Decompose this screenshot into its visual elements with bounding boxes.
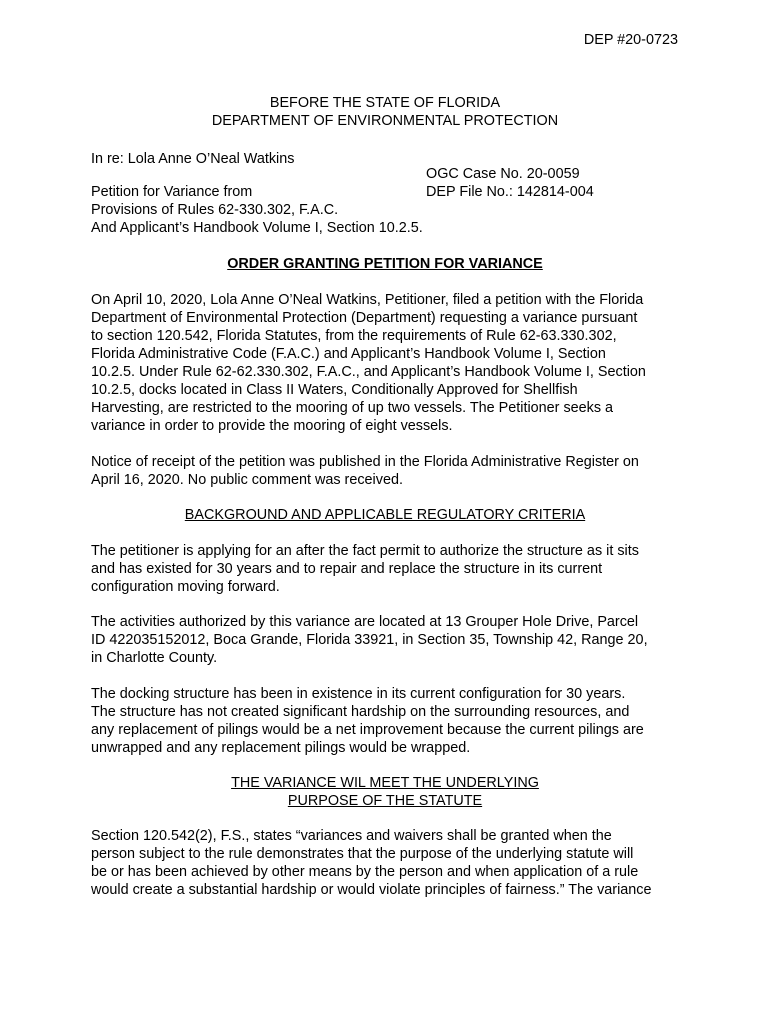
paragraph-1-line: Florida Administrative Code (F.A.C.) and Applicant’s Handbook Volume I, Section bbox=[91, 346, 606, 362]
paragraph-2-line: Notice of receipt of the petition was published in the Florida Administrative Register on bbox=[91, 454, 639, 470]
caption-petition-line-3: And Applicant’s Handbook Volume I, Section 10.2.5. bbox=[91, 220, 423, 236]
paragraph-6-line: be or has been achieved by other means by the person and when application of a rule bbox=[91, 864, 639, 880]
paragraph-5-line: The structure has not created significant hardship on the surrounding resources, and bbox=[91, 704, 630, 720]
paragraph-5-line: unwrapped and any replacement pilings would be wrapped. bbox=[91, 740, 471, 756]
paragraph-5-line: any replacement of pilings would be a net improvement because the current pilings are bbox=[91, 722, 644, 738]
court-line-2: DEPARTMENT OF ENVIRONMENTAL PROTECTION bbox=[211, 113, 559, 129]
paragraph-3-line: configuration moving forward. bbox=[91, 579, 280, 595]
paragraph-6-line: person subject to the rule demonstrates that the purpose of the underlying statute will bbox=[91, 846, 634, 862]
document-number: DEP #20-0723 bbox=[583, 32, 678, 48]
paragraph-6-line: would create a substantial hardship or would violate principles of fairness.” The variance bbox=[91, 882, 652, 898]
paragraph-4-line: ID 422035152012, Boca Grande, Florida 33921, in Section 35, Township 42, Range 20, bbox=[91, 632, 648, 648]
paragraph-1-line: 10.2.5. Under Rule 62-62.330.302, F.A.C., and Applicant’s Handbook Volume I, Section bbox=[91, 364, 646, 380]
order-title: ORDER GRANTING PETITION FOR VARIANCE bbox=[227, 256, 543, 272]
paragraph-1-line: to section 120.542, Florida Statutes, from the requirements of Rule 62-63.330.302, bbox=[91, 328, 617, 344]
section-heading-background: BACKGROUND AND APPLICABLE REGULATORY CRITERIA bbox=[184, 507, 586, 523]
paragraph-6-line: Section 120.542(2), F.S., states “variances and waivers shall be granted when the bbox=[91, 828, 612, 844]
paragraph-1-line: 10.2.5, docks located in Class II Waters, Conditionally Approved for Shellfish bbox=[91, 382, 578, 398]
paragraph-1-line: Department of Environmental Protection (Department) requesting a variance pursuant bbox=[91, 310, 638, 326]
dep-file-number: DEP File No.: 142814-004 bbox=[426, 184, 594, 200]
paragraph-3-line: and has existed for 30 years and to repair and replace the structure in its current bbox=[91, 561, 603, 577]
paragraph-5-line: The docking structure has been in existence in its current configuration for 30 years. bbox=[91, 686, 626, 702]
paragraph-4-line: The activities authorized by this variance are located at 13 Grouper Hole Drive, Parcel bbox=[91, 614, 639, 630]
paragraph-4-line: in Charlotte County. bbox=[91, 650, 218, 666]
caption-petition-line-1: Petition for Variance from bbox=[91, 184, 253, 200]
court-line-1: BEFORE THE STATE OF FLORIDA bbox=[269, 95, 501, 111]
caption-in-re: In re: Lola Anne O’Neal Watkins bbox=[91, 151, 295, 167]
ogc-case-number: OGC Case No. 20-0059 bbox=[426, 166, 580, 182]
paragraph-2-line: April 16, 2020. No public comment was received. bbox=[91, 472, 403, 488]
section-heading-purpose-line-1: THE VARIANCE WIL MEET THE UNDERLYING bbox=[231, 775, 539, 791]
paragraph-1-line: On April 10, 2020, Lola Anne O’Neal Watkins, Petitioner, filed a petition with the Florida bbox=[91, 292, 644, 308]
paragraph-3-line: The petitioner is applying for an after the fact permit to authorize the structure as it sits bbox=[91, 543, 639, 559]
section-heading-purpose-line-2: PURPOSE OF THE STATUTE bbox=[287, 793, 483, 809]
paragraph-1-line: Harvesting, are restricted to the mooring of up two vessels. The Petitioner seeks a bbox=[91, 400, 614, 416]
paragraph-1-line: variance in order to provide the mooring of eight vessels. bbox=[91, 418, 453, 434]
caption-petition-line-2: Provisions of Rules 62-330.302, F.A.C. bbox=[91, 202, 339, 218]
